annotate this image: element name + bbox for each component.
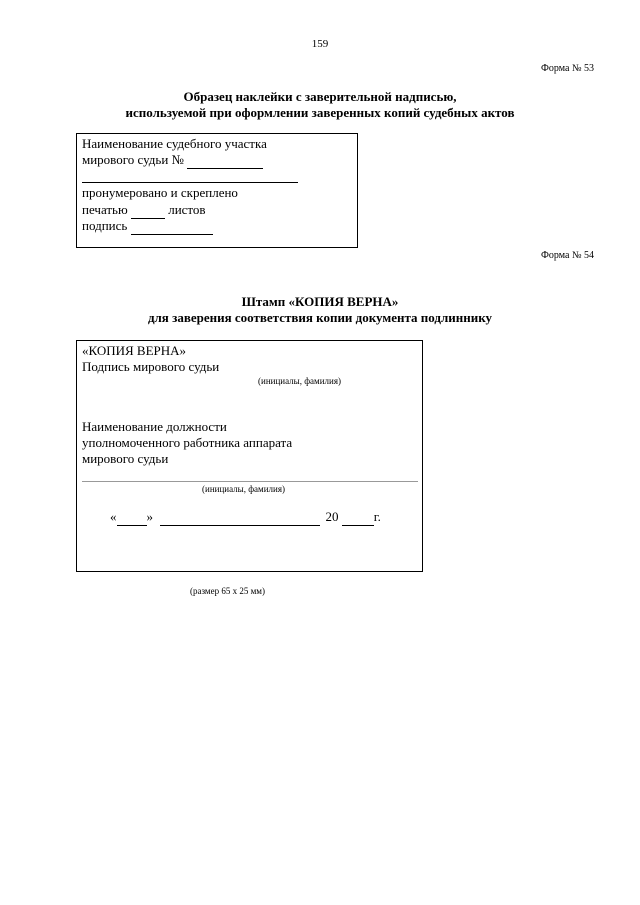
date-close-quote: » <box>146 509 153 524</box>
date-line <box>110 509 381 526</box>
form-53-line5 <box>82 218 213 235</box>
judge-signature-line: Подпись мирового судьи <box>82 359 220 374</box>
initials-note-1: (инициалы, фамилия) <box>258 376 341 386</box>
sheets-count-blank <box>131 202 165 219</box>
position-line3: мирового судьи <box>82 451 169 466</box>
date-open-quote: « <box>110 509 117 524</box>
month-blank <box>160 509 320 526</box>
form-53-title-line2: используемой при оформлении заверенных копий судебных актов <box>125 105 515 120</box>
form-53-line2-text: мирового судьи № <box>82 152 184 167</box>
form-53-line3: пронумеровано и скреплено <box>82 185 238 200</box>
form-53-separator-line <box>82 182 298 183</box>
form-53-line4-b: листов <box>168 202 206 217</box>
initials-note-2: (инициалы, фамилия) <box>202 484 285 494</box>
form-53-title-line1: Образец наклейки с заверительной надписью, <box>183 89 457 104</box>
form-53-line1: Наименование судебного участка <box>82 136 267 151</box>
year-blank <box>342 509 374 526</box>
form-54-title-line2: для заверения соответствия копии документа подлиннику <box>147 310 493 325</box>
page-number: 159 <box>311 38 329 50</box>
date-suffix: г. <box>373 509 381 524</box>
position-line1: Наименование должности <box>82 419 227 434</box>
form-53-line2 <box>82 152 263 169</box>
form-53-label: Форма № 53 <box>541 63 594 74</box>
court-number-blank <box>187 152 263 169</box>
stamp-title: «КОПИЯ ВЕРНА» <box>82 343 187 358</box>
form-53-line5-text: подпись <box>82 218 128 233</box>
initials-line-2 <box>82 481 418 482</box>
date-year-prefix: 20 <box>325 509 339 524</box>
size-note: (размер 65 х 25 мм) <box>190 586 265 596</box>
form-53-line4-a: печатью <box>82 202 128 217</box>
signature-blank <box>131 218 213 235</box>
form-54-label: Форма № 54 <box>541 250 594 261</box>
position-line2: уполномоченного работника аппарата <box>82 435 293 450</box>
form-53-line4 <box>82 202 206 219</box>
form-54-title-line1: Штамп «КОПИЯ ВЕРНА» <box>241 294 399 309</box>
day-blank <box>117 509 147 526</box>
